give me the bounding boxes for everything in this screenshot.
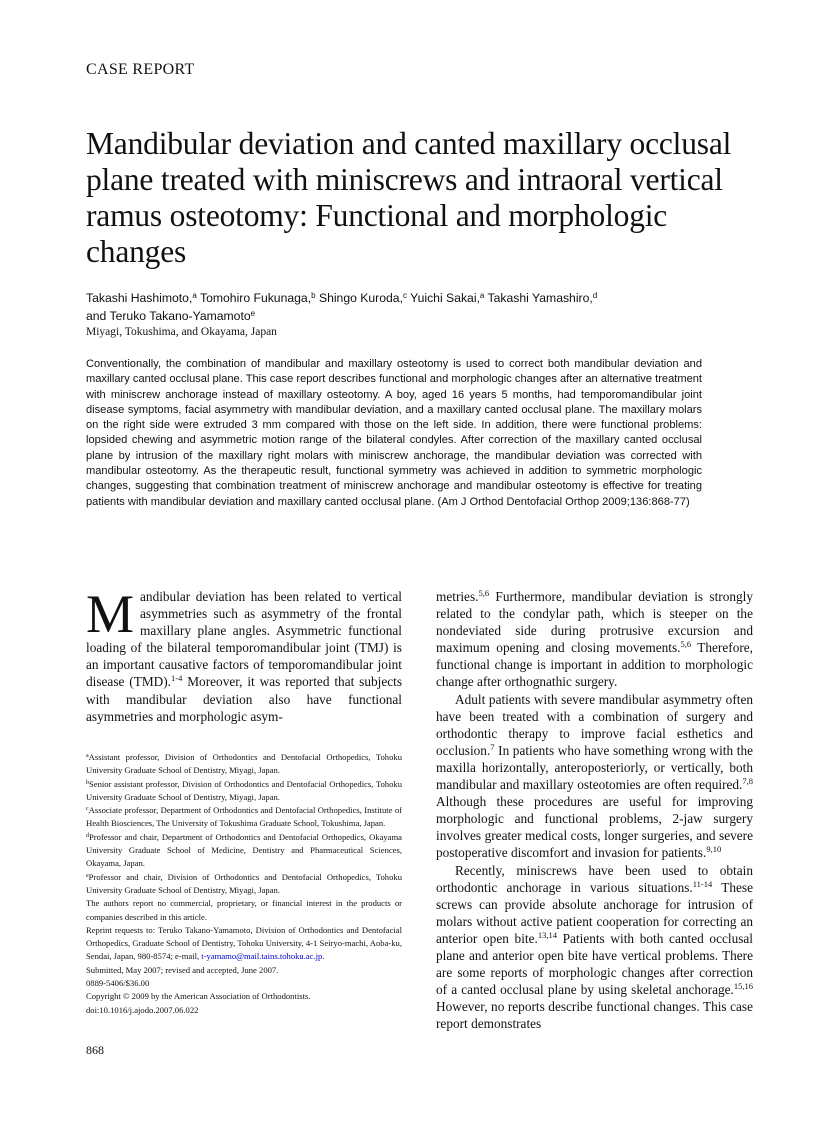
issn: 0889-5406/$36.00 [86, 978, 150, 989]
affiliation-marker: d [592, 291, 598, 300]
affiliation-marker: e [250, 309, 256, 318]
footnote: $^b$Senior assistant professor, Division of Orthodontics and Dentofacial Orthopedics, Tohoku University Graduate School of Dentistry, Miyagi, Japan. [86, 778, 402, 802]
disclosure: The authors report no commercial, proprietary, or financial interest in the products or companies described in this article. [86, 898, 402, 922]
citation: 11-14 [692, 878, 713, 889]
copyright: Copyright © 2009 by the American Association of Orthodontists. [86, 991, 311, 1002]
affiliation-marker: a [192, 291, 197, 300]
author-name: Yuichi Sakai, [410, 291, 480, 305]
body-paragraph: metries.$^{5,6}$ Furthermore, mandibular deviation is strongly related to the condylar path, which is steeper on the nondeviated side during protrusive excursion and maximum opening and closing movements.$^{5,6}$ Therefore, functional change is important in addition to morphologic change after orthognathic surgery. [436, 588, 753, 690]
citation: 7,8 [742, 776, 753, 787]
body-paragraph: Recently, miniscrews have been used to obtain orthodontic anchorage in various situations.$^{11-14}$ These screws can provide absolute anchorage for intrusion of molars without active patient cooperation for correcting an anterior open bite.$^{13,14}$ Patients with both canted occlusal plane and anterior open bite have vertical problems. There are some reports of morphologic changes after correction of a canted occlusal plane by using skeletal anchorage.$^{15,16}$ However, no reports describe functional changes. This case report demonstrates [436, 862, 753, 1032]
body-paragraph: Mandibular deviation has been related to vertical asymmetries such as asymmetry of the frontal maxillary plane angles. Asymmetric functional loading of the bilateral temporomandibular joint (TMJ) is an important causative factors of temporomandibular joint disease (TMD).$^{1-4}$ Moreover, it was reported that subjects with mandibular deviation also have functional asymmetries and morphologic asym- [86, 584, 403, 724]
footnotes [86, 751, 402, 1017]
citation: 5,6 [680, 639, 692, 650]
author-name: Tomohiro Fukunaga, [199, 291, 312, 305]
footnote: $^e$Professor and chair, Division of Orthodontics and Dentofacial Orthopedics, Tohoku University Graduate School of Dentistry, Miyagi, Japan. [86, 871, 402, 895]
citation: 9,10 [706, 844, 722, 855]
footnote: $^c$Associate professor, Department of Orthodontics and Dentofacial Orthopedics, Institute of Health Biosciences, The University of Tokushima Graduate School, Tokushima, Japan. [86, 805, 402, 829]
page-number: 868 [86, 1043, 104, 1057]
author-locations: Miyagi, Tokushima, and Okayama, Japan [86, 326, 277, 338]
affiliation-marker: a [479, 291, 485, 300]
article-title: Mandibular deviation and canted maxillary occlusal plane treated with miniscrews and intraoral vertical ramus osteotomy: Functional and morphologic changes [86, 126, 732, 269]
abstract: Conventionally, the combination of mandibular and maxillary osteotomy is used to correct both mandibular deviation and maxillary canted occlusal plane. This case report describes functional and morphologic changes after an alternative treatment with miniscrew anchorage instead of maxillary osteotomy. A boy, aged 16 years 5 months, had temporomandibular joint disease symptoms, facial asymmetry with mandibular deviation, and a maxillary canted occlusal plane. The maxillary molars on the right side were extruded 3 mm compared with those on the left side. In addition, there were functional problems: lopsided chewing and asymmetric motion range of the bilateral condyles. After correction of the maxillary canted occlusal plane by intrusion of the maxillary right molars with miniscrew anchorage, the mandibular deviation was corrected with mandibular osteotomy. As the therapeutic result, functional symmetry was achieved in addition to symmetric morphologic changes, suggesting that combination treatment of miniscrew anchorage and mandibular osteotomy is effective for treating patients with mandibular deviation and maxillary canted occlusal plane. (Am J Orthod Dentofacial Orthop 2009;136:868-77) [86, 358, 702, 508]
author-list [86, 289, 726, 325]
affiliation-marker: b [311, 291, 316, 300]
reprint-requests: Reprint requests to: Teruko Takano-Yamamoto, Division of Orthodontics and Dentofacial Orthopedics, Graduate School of Dentistry, Tohoku University, 4-1 Seiryo-machi, Aoba-ku, Sendai, Japan, 980-8574; e-mail, t-yamamo@mail.tains.tohoku.ac.jp. [86, 924, 402, 962]
author-name: Takashi Yamashiro, [487, 291, 593, 305]
footnote: $^a$Assistant professor, Division of Orthodontics and Dentofacial Orthopedics, Tohoku University Graduate School of Dentistry, Miyagi, Japan. [86, 752, 402, 776]
citation: 13,14 [537, 929, 557, 940]
citation: 1-4 [171, 673, 183, 684]
body-column-right [436, 588, 753, 1032]
author-name: Shingo Kuroda, [318, 291, 403, 305]
citation: 15,16 [733, 981, 753, 992]
citation: 5,6 [478, 588, 490, 598]
submission-dates: Submitted, May 2007; revised and accepted, June 2007. [86, 964, 279, 975]
affiliation-marker: c [402, 291, 407, 300]
doi: doi:10.1016/j.ajodo.2007.06.022 [86, 1004, 199, 1015]
author-name: Takashi Hashimoto, [86, 291, 193, 305]
citation: 7 [490, 741, 495, 752]
email-link[interactable]: t-yamamo@mail.tains.tohoku.ac.jp [201, 951, 323, 962]
footnote: $^d$Professor and chair, Department of Orthodontics and Dentofacial Orthopedics, Okayama University Graduate School of Medicine, Dentistry and Pharmaceutical Sciences, Okayama, Japan. [86, 831, 402, 869]
drop-cap: M [86, 584, 135, 644]
section-label: CASE REPORT [86, 61, 195, 78]
body-column-left [86, 584, 403, 725]
body-paragraph: Adult patients with severe mandibular asymmetry often have been treated with a combination of surgery and orthodontic therapy to improve facial esthetics and occlusion.$^7$ In patients who have something wrong with the maxilla horizontally, anteroposteriorly, or vertically, both mandibular and maxillary osteotomies are often required.$^{7,8}$ Although these procedures are useful for improving morphologic and functional problems, 2-jaw surgery involves greater medical costs, longer surgeries, and severe postoperative discomfort and invasion for patients.$^{9,10}$ [436, 691, 753, 861]
author-name: and Teruko Takano-Yamamoto [86, 309, 251, 323]
